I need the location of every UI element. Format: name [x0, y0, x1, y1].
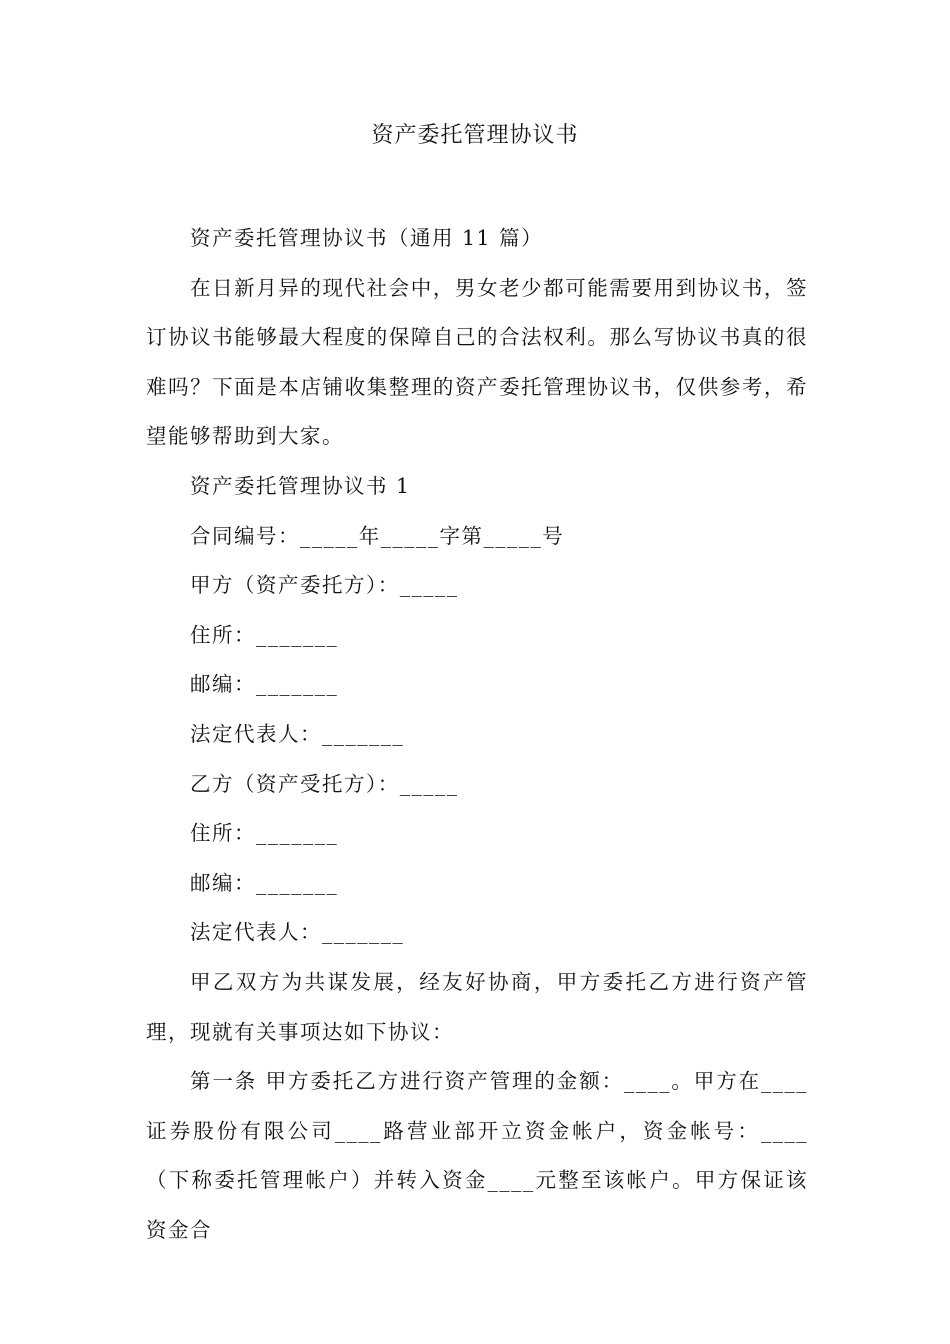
- paragraph-party-a-representative: 法定代表人：_______: [190, 721, 405, 746]
- paragraph-article-1: 第一条 甲方委托乙方进行资产管理的金额：____。甲方在____证券股份有限公司____路营业部开立资金帐户，资金帐号：____（下称委托管理帐户）并转入资金____元整至该帐户。甲方保证该资金合: [146, 1069, 808, 1242]
- paragraph-party-b: 乙方（资产受托方）：_____: [190, 771, 459, 796]
- paragraph-intro: 在日新月异的现代社会中，男女老少都可能需要用到协议书，签订协议书能够最大程度的保障自己的合法权利。那么写协议书真的很难吗？下面是本店铺收集整理的资产委托管理协议书，仅供参考，希望能够帮助到大家。: [146, 275, 808, 449]
- paragraph-party-a-postcode: 邮编：_______: [190, 672, 339, 697]
- paragraph-party-b-representative: 法定代表人：_______: [190, 920, 405, 945]
- paragraph-subtitle: 资产委托管理协议书（通用 11 篇）: [190, 226, 544, 250]
- paragraph-section-heading: 资产委托管理协议书 1: [190, 473, 411, 498]
- paragraph-party-b-postcode: 邮编：_______: [190, 870, 339, 895]
- paragraph-agreement-preamble: 甲乙双方为共谋发展，经友好协商，甲方委托乙方进行资产管理，现就有关事项达如下协议：: [146, 969, 808, 1044]
- paragraph-party-b-address: 住所：_______: [190, 821, 339, 846]
- document-title: 资产委托管理协议书: [371, 123, 579, 148]
- document-body: [146, 214, 808, 1255]
- paragraph-party-a: 甲方（资产委托方）：_____: [190, 573, 459, 598]
- paragraph-contract-number: 合同编号：_____年_____字第_____号: [190, 523, 565, 548]
- paragraph-party-a-address: 住所：_______: [190, 622, 339, 647]
